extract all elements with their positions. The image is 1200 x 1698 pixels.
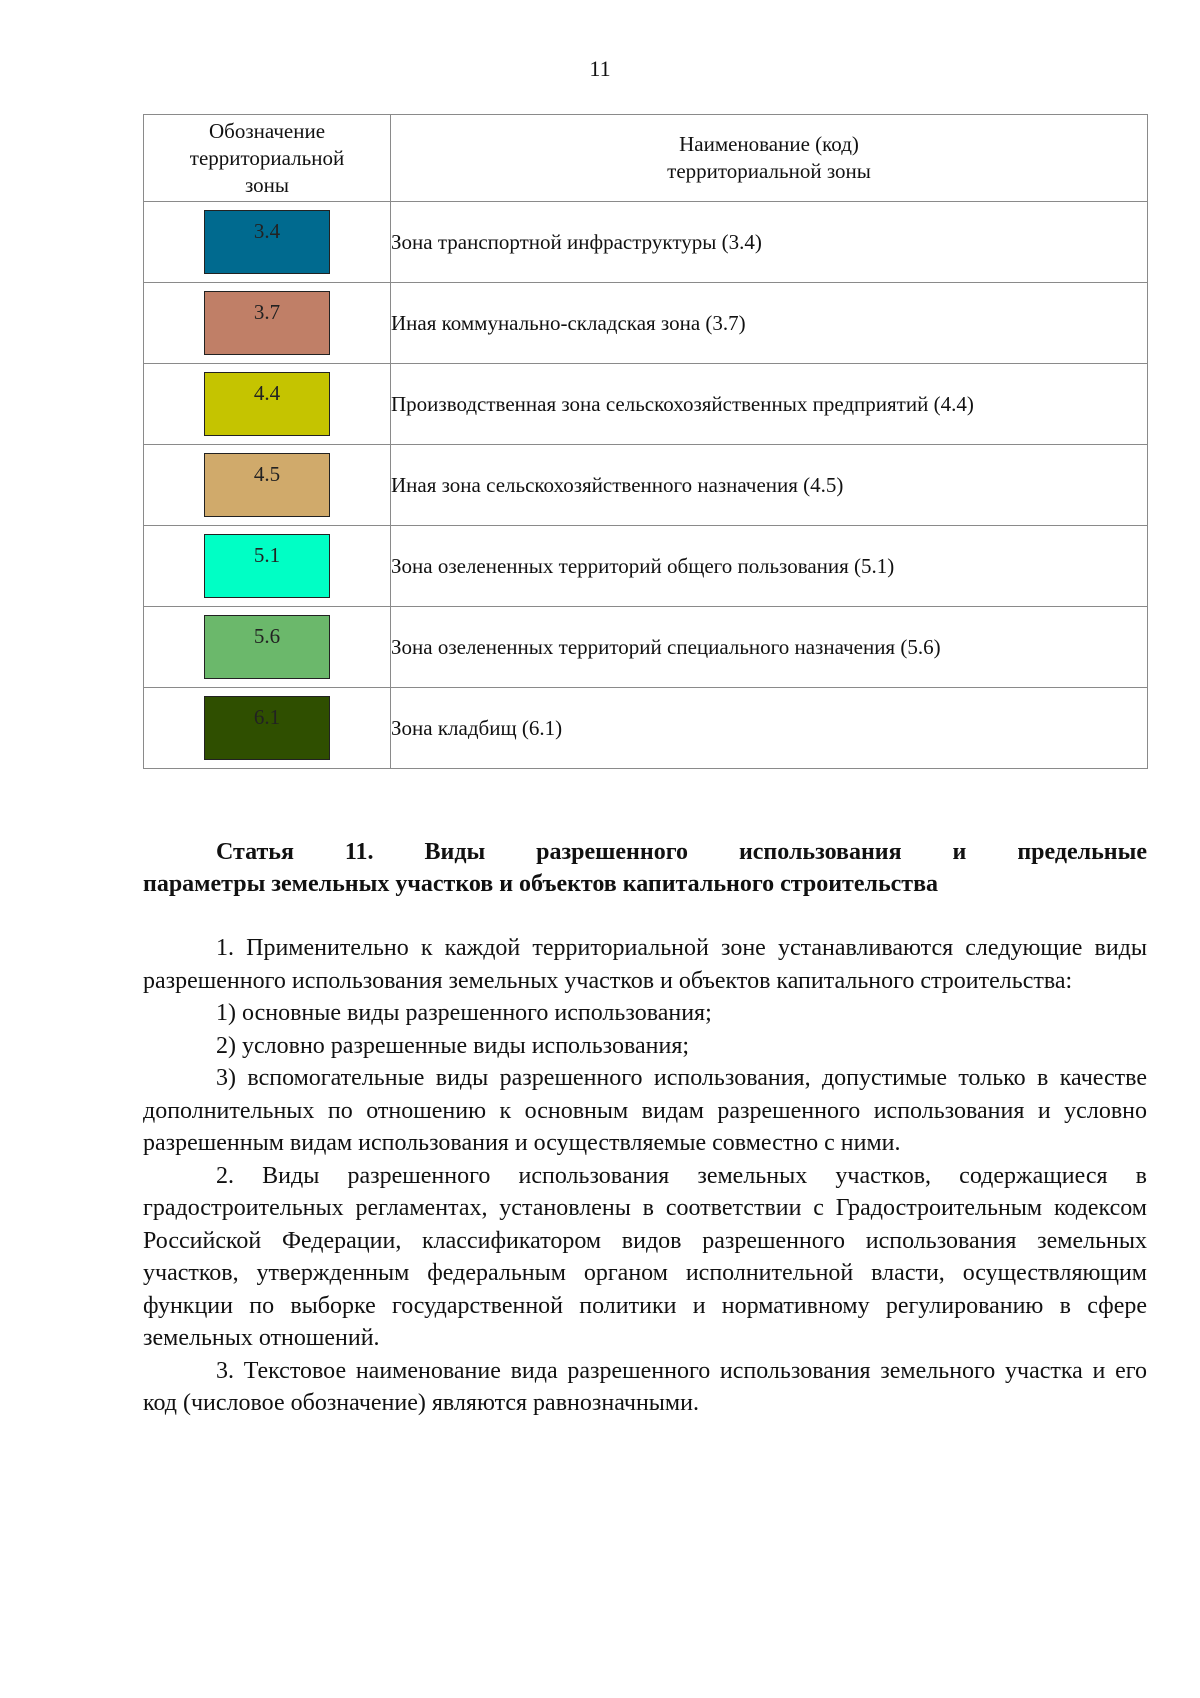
zone-color-swatch: 5.1 xyxy=(204,534,330,598)
zone-name: Зона кладбищ (6.1) xyxy=(391,688,1148,769)
header-designation xyxy=(144,115,391,202)
list-item-2: 2) условно разрешенные виды использования; xyxy=(216,1032,690,1059)
article-heading xyxy=(143,836,1147,900)
zone-name: Иная зона сельскохозяйственного назначения (4.5) xyxy=(391,445,1148,526)
zone-name: Зона озелененных территорий общего пользования (5.1) xyxy=(391,526,1148,607)
table-row xyxy=(144,202,1148,283)
zone-color-swatch: 6.1 xyxy=(204,696,330,760)
paragraph-3: 3. Текстовое наименование вида разрешенного использования земельного участка и его код (числовое обозначение) являются равнозначными. xyxy=(143,1357,1147,1416)
zone-color-swatch: 4.5 xyxy=(204,453,330,517)
table-row xyxy=(144,688,1148,769)
article-heading-line1: Статья 11. Виды разрешенного использования и предельные xyxy=(216,839,1147,865)
zone-swatch-cell xyxy=(144,283,391,364)
zone-swatch-cell xyxy=(144,607,391,688)
zone-color-swatch: 3.7 xyxy=(204,291,330,355)
table-row xyxy=(144,526,1148,607)
zone-color-swatch: 4.4 xyxy=(204,372,330,436)
zone-swatch-cell xyxy=(144,202,391,283)
table-row xyxy=(144,283,1148,364)
header-name-line2: территориальной зоны xyxy=(667,159,871,183)
header-name xyxy=(391,115,1148,202)
zone-color-swatch: 5.6 xyxy=(204,615,330,679)
table-row xyxy=(144,445,1148,526)
zone-swatch-cell xyxy=(144,445,391,526)
table-header-row xyxy=(144,115,1148,202)
paragraph-1: 1. Применительно к каждой территориальной зоне устанавливаются следующие виды разрешенного использования земельных участков и объектов капитального строительства: xyxy=(143,935,1147,994)
zone-name: Зона озелененных территорий специального назначения (5.6) xyxy=(391,607,1148,688)
header-designation-text: Обозначение территориальной зоны xyxy=(189,118,345,197)
article-body xyxy=(143,836,1147,1420)
zone-swatch-cell xyxy=(144,688,391,769)
zone-color-swatch: 3.4 xyxy=(204,210,330,274)
zone-name: Производственная зона сельскохозяйственных предприятий (4.4) xyxy=(391,364,1148,445)
zone-name: Иная коммунально-складская зона (3.7) xyxy=(391,283,1148,364)
zone-swatch-cell xyxy=(144,364,391,445)
header-name-line1: Наименование (код) xyxy=(679,132,859,156)
list-item-3: 3) вспомогательные виды разрешенного использования, допустимые только в качестве дополнительных по отношению к основным видам разрешенного использования и условно разрешенным видам использования и осуществляемые совместно с ними. xyxy=(143,1065,1147,1156)
zone-name: Зона транспортной инфраструктуры (3.4) xyxy=(391,202,1148,283)
table-row xyxy=(144,364,1148,445)
article-heading-line2: параметры земельных участков и объектов капитального строительства xyxy=(143,871,939,897)
zones-table xyxy=(143,114,1148,769)
zone-swatch-cell xyxy=(144,526,391,607)
page-number: 11 xyxy=(589,56,611,81)
list-item-1: 1) основные виды разрешенного использования; xyxy=(216,1000,712,1026)
table-row xyxy=(144,607,1148,688)
paragraph-2: 2. Виды разрешенного использования земельных участков, содержащиеся в градостроительных регламентах, установлены в соответствии с Градостроительным кодексом Российской Федерации, классификатором видов разрешенного использования земельных участков, утвержденным федеральным органом исполнительной власти, осуществляющим функции по выборке государственной политики и нормативному регулированию в сфере земельных отношений. xyxy=(143,1162,1147,1351)
